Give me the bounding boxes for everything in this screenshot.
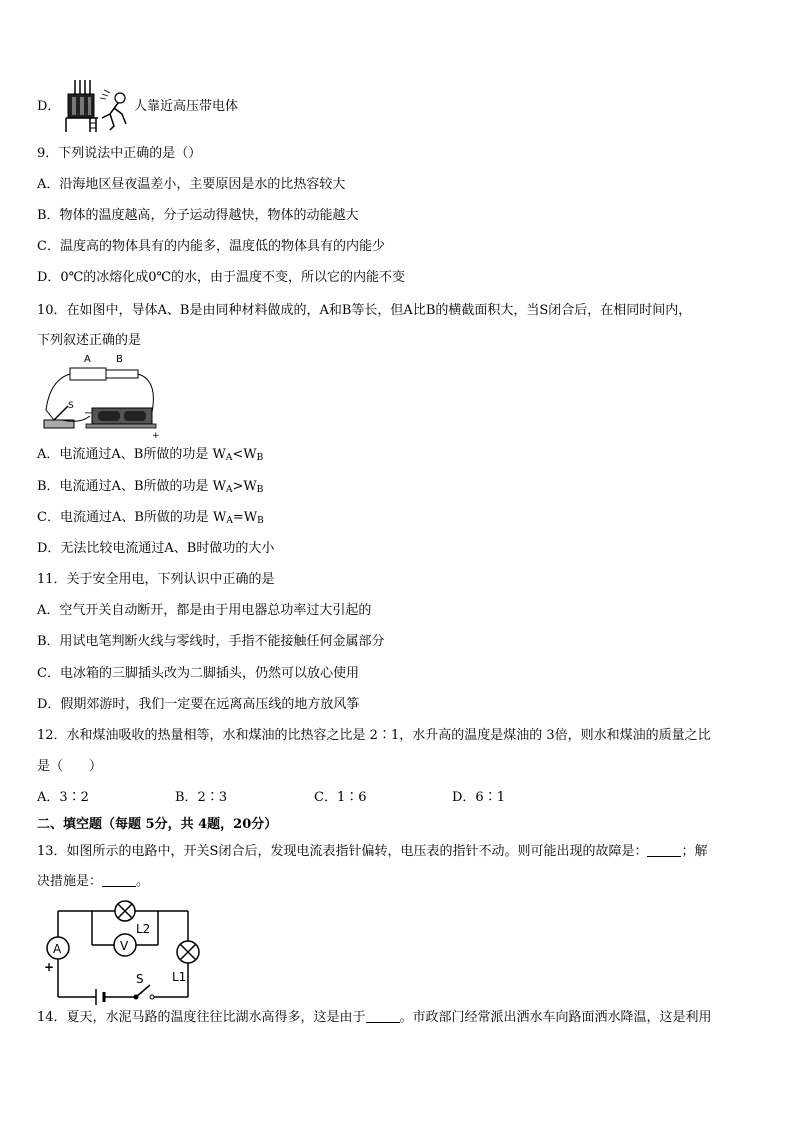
q10-stem-line2: 下列叙述正确的是: [37, 333, 142, 348]
q10-option-c: C．电流通过A、B所做的功是 $W_A=W_B$: [37, 510, 264, 526]
q14-blank-1[interactable]: [366, 1008, 400, 1023]
q9-option-b: B．物体的温度越高，分子运动得越快，物体的动能越大: [37, 208, 359, 223]
q12-options: [37, 788, 757, 808]
q10-option-a: A．电流通过A、B所做的功是 $W_A<W_B$: [37, 447, 264, 463]
q10-stem-line1: 10．在如图中，导体A、B是由同种材料做成的，A和B等长，但A比B的横截面积大，当S闭合后，在相同时间内，: [37, 303, 692, 318]
q10-option-b: B．电流通过A、B所做的功是 $W_A>W_B$: [37, 479, 264, 495]
q9-option-d: D．0℃的冰熔化成0℃的水，由于温度不变，所以它的内能不变: [37, 270, 406, 285]
ammeter-plus: +: [44, 960, 55, 974]
fig-label-plus: +: [152, 431, 160, 440]
switch-label: S: [136, 972, 144, 986]
q9-stem: 9．下列说法中正确的是（）: [37, 146, 202, 161]
q13-stem-line1: 13．如图所示的电路中，开关S闭合后，发现电流表指针偏转，电压表的指针不动。则可能出现的故障是： ；解: [37, 844, 708, 859]
q8-option-d-letter: D．: [37, 99, 61, 114]
q14-stem: 14．夏天，水泥马路的温度往往比湖水高得多，这是由于 。市政部门经常派出洒水车向路面洒水降温，这是利用: [37, 1010, 712, 1025]
q12-option-a: A．3∶2: [37, 790, 89, 805]
q13-blank-1[interactable]: [647, 842, 681, 857]
conductor-circuit-figure: [40, 350, 170, 440]
q10-option-d: D．无法比较电流通过A、B时做功的大小: [37, 541, 275, 556]
q11-option-b: B．用试电笔判断火线与零线时，手指不能接触任何金属部分: [37, 634, 385, 649]
l2-label: L2: [136, 922, 151, 936]
fig-label-s: S: [68, 401, 74, 411]
fig-label-a: A: [84, 354, 91, 365]
q9-option-c: C．温度高的物体具有的内能多，温度低的物体具有的内能少: [37, 239, 385, 254]
fig-label-minus: −: [84, 408, 93, 419]
lamp-circuit-figure: [40, 895, 206, 1005]
q11-option-d: D．假期郊游时，我们一定要在远离高压线的地方放风筝: [37, 697, 360, 712]
l1-label: L1: [172, 970, 187, 984]
fig-label-b: B: [116, 354, 123, 365]
q12-option-c: C．1∶6: [314, 790, 367, 805]
q8-option-d-text: 人靠近高压带电体: [134, 99, 239, 114]
q13-stem-line2: 决措施是： 。: [37, 874, 150, 889]
q11-stem: 11．关于安全用电，下列认识中正确的是: [37, 572, 275, 587]
q9-option-a: A．沿海地区昼夜温差小，主要原因是水的比热容较大: [37, 177, 346, 192]
ammeter-label: A: [53, 942, 62, 956]
voltmeter-label: V: [120, 939, 129, 953]
section2-title: 二、填空题（每题 5分，共 4题，20分）: [37, 817, 278, 832]
q11-option-a: A．空气开关自动断开，都是由于用电器总功率过大引起的: [37, 603, 372, 618]
q13-blank-2[interactable]: [102, 872, 136, 887]
q12-option-b: B．2∶3: [175, 790, 228, 805]
q12-stem-line1: 12．水和煤油吸收的热量相等，水和煤油的比热容之比是 2∶1，水升高的温度是煤油的 3倍，则水和煤油的质量之比: [37, 728, 711, 743]
q12-stem-line2: 是（ ）: [37, 759, 103, 774]
q11-option-c: C．电冰箱的三脚插头改为二脚插头，仍然可以放心使用: [37, 666, 359, 681]
q12-option-d: D．6∶1: [452, 790, 505, 805]
high-voltage-figure: [62, 78, 134, 134]
